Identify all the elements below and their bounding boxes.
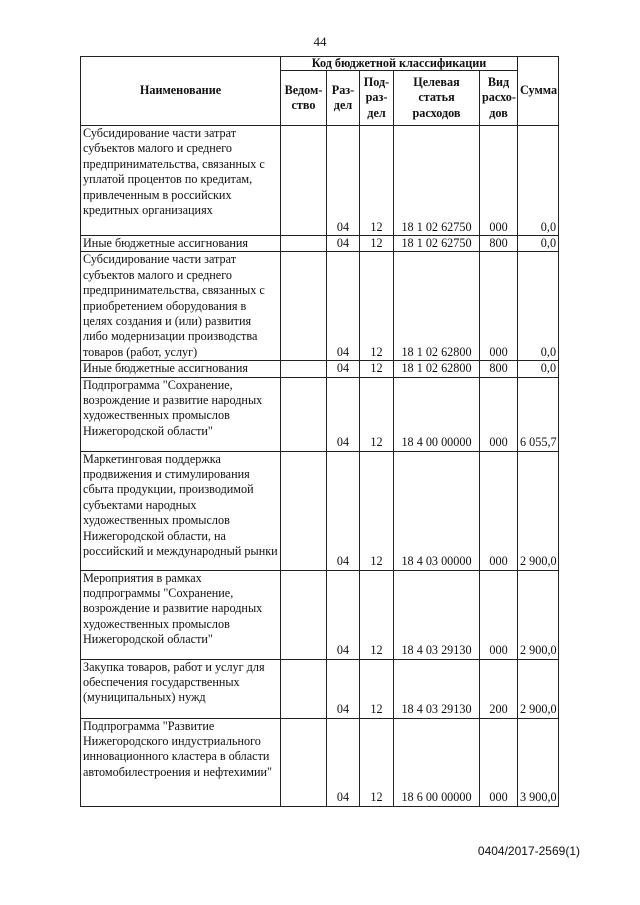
row-section-cell: 04	[327, 252, 360, 361]
row-sum-cell: 2 900,0	[518, 659, 559, 718]
row-sum-cell: 0,0	[518, 252, 559, 361]
row-expense-type-cell: 000	[480, 451, 518, 570]
row-ministry-cell	[281, 570, 327, 659]
row-subsection-cell: 12	[360, 236, 394, 252]
row-expense-type-cell: 000	[480, 718, 518, 806]
row-target-cell: 18 4 03 29130	[394, 659, 480, 718]
row-section-cell: 04	[327, 718, 360, 806]
table-row	[81, 126, 559, 236]
row-subsection-cell: 12	[360, 361, 394, 377]
row-target-cell: 18 1 02 62750	[394, 126, 480, 236]
row-section-cell: 04	[327, 361, 360, 377]
row-target-cell: 18 4 00 00000	[394, 377, 480, 451]
row-ministry-cell	[281, 361, 327, 377]
document-code: 0404/2017-2569(1)	[477, 844, 580, 858]
row-target-cell: 18 1 02 62800	[394, 361, 480, 377]
table-row	[81, 570, 559, 659]
row-expense-type-cell: 000	[480, 377, 518, 451]
column-header-sum: Сумма	[518, 57, 559, 126]
row-section-cell: 04	[327, 570, 360, 659]
row-ministry-cell	[281, 718, 327, 806]
row-sum-cell: 2 900,0	[518, 451, 559, 570]
table-row	[81, 252, 559, 361]
row-subsection-cell: 12	[360, 718, 394, 806]
row-expense-type-cell: 800	[480, 236, 518, 252]
column-header-section: Раз-дел	[327, 71, 360, 126]
row-name-cell: Закупка товаров, работ и услуг для обеспечения государственных (муниципальных) нужд	[81, 659, 281, 718]
table-row	[81, 451, 559, 570]
row-target-cell: 18 6 00 00000	[394, 718, 480, 806]
row-target-cell: 18 4 03 00000	[394, 451, 480, 570]
row-ministry-cell	[281, 126, 327, 236]
row-subsection-cell: 12	[360, 659, 394, 718]
row-section-cell: 04	[327, 126, 360, 236]
row-expense-type-cell: 200	[480, 659, 518, 718]
row-sum-cell: 0,0	[518, 236, 559, 252]
table-row	[81, 236, 559, 252]
table-row	[81, 377, 559, 451]
row-ministry-cell	[281, 659, 327, 718]
row-sum-cell: 0,0	[518, 361, 559, 377]
row-name-cell: Субсидирование части затрат субъектов малого и среднего предпринимательства, связанных с приобретением оборудования в целях создания и (или) развития либо модернизации производства товаров (работ, услуг)	[81, 252, 281, 361]
row-sum-cell: 0,0	[518, 126, 559, 236]
table-row	[81, 659, 559, 718]
row-ministry-cell	[281, 451, 327, 570]
row-section-cell: 04	[327, 451, 360, 570]
row-sum-cell: 2 900,0	[518, 570, 559, 659]
row-sum-cell: 3 900,0	[518, 718, 559, 806]
column-group-header-budget-code: Код бюджетной классификации	[281, 57, 518, 71]
row-expense-type-cell: 000	[480, 126, 518, 236]
row-target-cell: 18 1 02 62800	[394, 252, 480, 361]
row-name-cell: Иные бюджетные ассигнования	[81, 361, 281, 377]
row-name-cell: Субсидирование части затрат субъектов малого и среднего предпринимательства, связанных с уплатой процентов по кредитам, привлеченным в российских кредитных организациях	[81, 126, 281, 236]
row-expense-type-cell: 000	[480, 570, 518, 659]
row-ministry-cell	[281, 377, 327, 451]
row-subsection-cell: 12	[360, 451, 394, 570]
row-ministry-cell	[281, 236, 327, 252]
row-subsection-cell: 12	[360, 126, 394, 236]
row-sum-cell: 6 055,7	[518, 377, 559, 451]
row-target-cell: 18 4 03 29130	[394, 570, 480, 659]
table-row	[81, 361, 559, 377]
column-header-subsection: Под-раз-дел	[360, 71, 394, 126]
column-header-ministry: Ведом-ство	[281, 71, 327, 126]
row-expense-type-cell: 000	[480, 252, 518, 361]
row-target-cell: 18 1 02 62750	[394, 236, 480, 252]
row-subsection-cell: 12	[360, 377, 394, 451]
table-body	[81, 126, 559, 807]
column-header-name: Наименование	[81, 57, 281, 126]
row-section-cell: 04	[327, 236, 360, 252]
row-name-cell: Подпрограмма "Сохранение, возрождение и развитие народных художественных промыслов Нижегородской области"	[81, 377, 281, 451]
row-name-cell: Подпрограмма "Развитие Нижегородского индустриального инновационного кластера в области автомобилестроения и нефтехимии"	[81, 718, 281, 806]
row-section-cell: 04	[327, 377, 360, 451]
row-subsection-cell: 12	[360, 252, 394, 361]
row-name-cell: Маркетинговая поддержка продвижения и стимулирования сбыта продукции, производимой субъектами народных художественных промыслов Нижегородской области, на российский и международный рынки	[81, 451, 281, 570]
row-name-cell: Иные бюджетные ассигнования	[81, 236, 281, 252]
page-number: 44	[313, 34, 327, 49]
table-row	[81, 718, 559, 806]
column-header-expense-type: Вид расхо-дов	[480, 71, 518, 126]
column-header-target-article: Целевая статья расходов	[394, 71, 480, 126]
row-ministry-cell	[281, 252, 327, 361]
row-section-cell: 04	[327, 659, 360, 718]
row-subsection-cell: 12	[360, 570, 394, 659]
row-name-cell: Мероприятия в рамках подпрограммы "Сохранение, возрождение и развитие народных художественных промыслов Нижегородской области"	[81, 570, 281, 659]
budget-table	[80, 56, 559, 807]
row-expense-type-cell: 800	[480, 361, 518, 377]
